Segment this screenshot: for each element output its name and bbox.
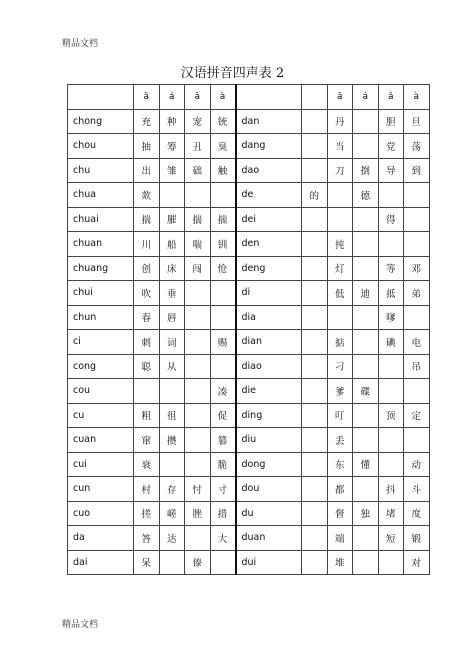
character-cell	[353, 109, 379, 134]
character-cell: 喘	[185, 232, 211, 257]
character-cell: 嗲	[378, 305, 404, 330]
character-cell: 垂	[159, 281, 185, 306]
character-cell: 迪	[353, 281, 379, 306]
character-cell: 赐	[210, 330, 236, 355]
pinyin-syllable-cell: cuo	[68, 501, 134, 526]
character-cell	[378, 452, 404, 477]
character-cell: 得	[378, 207, 404, 232]
character-cell: 措	[210, 501, 236, 526]
document-title: 汉语拼音四声表 2	[180, 66, 285, 81]
tone-header-cell: á	[159, 85, 185, 110]
character-cell	[404, 232, 430, 257]
character-cell: 铳	[210, 109, 236, 134]
pinyin-syllable-cell: dao	[236, 158, 302, 183]
character-cell: 呆	[134, 550, 160, 575]
character-cell: 督	[327, 501, 353, 526]
character-cell	[302, 207, 328, 232]
pinyin-syllable-cell: cong	[68, 354, 134, 379]
character-cell	[378, 379, 404, 404]
character-cell	[210, 183, 236, 208]
character-cell: 短	[378, 526, 404, 551]
character-cell: 到	[404, 158, 430, 183]
character-cell: 旦	[404, 109, 430, 134]
tone-header-cell: ǎ	[378, 85, 404, 110]
character-cell: 丢	[327, 428, 353, 453]
character-cell	[404, 207, 430, 232]
character-cell: 从	[159, 354, 185, 379]
character-cell: 础	[185, 158, 211, 183]
character-cell	[302, 550, 328, 575]
character-cell: 碘	[378, 330, 404, 355]
character-cell: 弟	[404, 281, 430, 306]
character-cell	[302, 330, 328, 355]
character-cell: 吹	[134, 281, 160, 306]
character-cell: 锻	[404, 526, 430, 551]
pinyin-syllable-cell: da	[68, 526, 134, 551]
character-cell: 篡	[210, 428, 236, 453]
character-cell	[353, 354, 379, 379]
character-cell	[210, 305, 236, 330]
pinyin-syllable-cell: di	[236, 281, 302, 306]
character-cell: 攒	[159, 428, 185, 453]
character-cell	[185, 305, 211, 330]
character-cell: 衰	[134, 452, 160, 477]
character-cell: 吊	[404, 354, 430, 379]
character-cell: 臭	[210, 134, 236, 159]
character-cell	[302, 354, 328, 379]
pinyin-tone-table	[67, 84, 430, 575]
pinyin-syllable-cell: den	[236, 232, 302, 257]
character-cell: 的	[302, 183, 328, 208]
character-cell	[185, 403, 211, 428]
pinyin-syllable-cell: chun	[68, 305, 134, 330]
character-cell	[353, 477, 379, 502]
pinyin-syllable-cell: diao	[236, 354, 302, 379]
character-cell: 词	[159, 330, 185, 355]
character-cell: 川	[134, 232, 160, 257]
tone-header-cell: ā	[134, 85, 160, 110]
pinyin-syllable-cell: chong	[68, 109, 134, 134]
pinyin-syllable-cell: cu	[68, 403, 134, 428]
table-row	[68, 477, 430, 502]
character-cell	[302, 477, 328, 502]
character-cell	[404, 305, 430, 330]
tone-header-cell: ǎ	[185, 85, 211, 110]
character-cell	[327, 183, 353, 208]
pinyin-syllable-cell: chuang	[68, 256, 134, 281]
pinyin-syllable-cell: cui	[68, 452, 134, 477]
header-empty-cell	[236, 85, 302, 110]
tone-header-cell: ā	[327, 85, 353, 110]
character-cell	[327, 305, 353, 330]
table-row	[68, 134, 430, 159]
table-row	[68, 501, 430, 526]
table-row	[68, 403, 430, 428]
pinyin-syllable-cell: chuan	[68, 232, 134, 257]
character-cell	[210, 354, 236, 379]
character-cell	[353, 256, 379, 281]
table-row	[68, 550, 430, 575]
character-cell: 灯	[327, 256, 353, 281]
character-cell: 刀	[327, 158, 353, 183]
character-cell	[185, 526, 211, 551]
character-cell: 出	[134, 158, 160, 183]
page-footer-tag: 精品文档	[62, 620, 99, 630]
table-row	[68, 379, 430, 404]
character-cell: 爹	[327, 379, 353, 404]
table-row	[68, 452, 430, 477]
character-cell: 粗	[134, 403, 160, 428]
character-cell: 顶	[378, 403, 404, 428]
character-cell	[210, 281, 236, 306]
character-cell	[302, 232, 328, 257]
page-header-tag: 精品文档	[62, 39, 99, 49]
character-cell: 堆	[327, 550, 353, 575]
character-cell: 扽	[327, 232, 353, 257]
pinyin-syllable-cell: chua	[68, 183, 134, 208]
table-row	[68, 354, 430, 379]
character-cell	[404, 428, 430, 453]
character-cell: 叮	[327, 403, 353, 428]
character-cell: 傣	[185, 550, 211, 575]
pinyin-syllable-cell: dou	[236, 477, 302, 502]
character-cell	[185, 452, 211, 477]
character-cell: 抖	[378, 477, 404, 502]
pinyin-syllable-cell: dan	[236, 109, 302, 134]
character-cell: 荡	[404, 134, 430, 159]
character-cell: 筹	[159, 134, 185, 159]
character-cell	[159, 183, 185, 208]
pinyin-syllable-cell: dui	[236, 550, 302, 575]
character-cell: 促	[210, 403, 236, 428]
pinyin-syllable-cell: chui	[68, 281, 134, 306]
tone-header-row	[68, 85, 430, 110]
character-cell: 闯	[185, 256, 211, 281]
character-cell: 船	[159, 232, 185, 257]
character-cell	[378, 428, 404, 453]
character-cell: 充	[134, 109, 160, 134]
character-cell	[353, 403, 379, 428]
character-cell	[378, 183, 404, 208]
character-cell: 堵	[378, 501, 404, 526]
character-cell: 创	[134, 256, 160, 281]
character-cell	[210, 550, 236, 575]
character-cell	[353, 232, 379, 257]
table-row	[68, 428, 430, 453]
pinyin-syllable-cell: du	[236, 501, 302, 526]
character-cell: 捯	[353, 158, 379, 183]
pinyin-syllable-cell: duan	[236, 526, 302, 551]
character-cell: 床	[159, 256, 185, 281]
character-cell: 邓	[404, 256, 430, 281]
character-cell: 度	[404, 501, 430, 526]
pinyin-syllable-cell: chou	[68, 134, 134, 159]
pinyin-syllable-cell: die	[236, 379, 302, 404]
character-cell: 聪	[134, 354, 160, 379]
table-row	[68, 256, 430, 281]
header-empty-cell	[68, 85, 134, 110]
character-cell	[302, 428, 328, 453]
character-cell	[404, 183, 430, 208]
character-cell: 寸	[210, 477, 236, 502]
character-cell: 种	[159, 109, 185, 134]
pinyin-syllable-cell: chuai	[68, 207, 134, 232]
character-cell: 低	[327, 281, 353, 306]
character-cell	[353, 134, 379, 159]
pinyin-syllable-cell: ci	[68, 330, 134, 355]
table-row	[68, 281, 430, 306]
pinyin-syllable-cell: dang	[236, 134, 302, 159]
character-cell: 大	[210, 526, 236, 551]
character-cell	[353, 330, 379, 355]
character-cell: 刁	[327, 354, 353, 379]
character-cell: 凑	[210, 379, 236, 404]
pinyin-syllable-cell: chu	[68, 158, 134, 183]
character-cell	[159, 550, 185, 575]
tone-header-cell: á	[353, 85, 379, 110]
character-cell: 电	[404, 330, 430, 355]
character-cell: 徂	[159, 403, 185, 428]
table-row	[68, 526, 430, 551]
table-row	[68, 109, 430, 134]
character-cell	[185, 330, 211, 355]
pinyin-syllable-cell: deng	[236, 256, 302, 281]
character-cell: 掂	[327, 330, 353, 355]
character-cell	[185, 183, 211, 208]
character-cell	[378, 550, 404, 575]
character-cell: 导	[378, 158, 404, 183]
character-cell	[185, 379, 211, 404]
character-cell: 怆	[210, 256, 236, 281]
character-cell	[302, 403, 328, 428]
character-cell: 独	[353, 501, 379, 526]
character-cell	[353, 305, 379, 330]
table-row	[68, 183, 430, 208]
character-cell: 春	[134, 305, 160, 330]
character-cell: 欻	[134, 183, 160, 208]
character-cell: 斗	[404, 477, 430, 502]
character-cell: 德	[353, 183, 379, 208]
character-cell: 揣	[134, 207, 160, 232]
character-cell: 搓	[134, 501, 160, 526]
character-cell: 东	[327, 452, 353, 477]
character-cell: 脞	[185, 501, 211, 526]
character-cell: 端	[327, 526, 353, 551]
character-cell	[353, 207, 379, 232]
character-cell	[353, 526, 379, 551]
character-cell: 存	[159, 477, 185, 502]
tone-header-cell: à	[404, 85, 430, 110]
character-cell: 揣	[210, 207, 236, 232]
character-cell	[404, 379, 430, 404]
table-row	[68, 330, 430, 355]
character-cell: 嵯	[159, 501, 185, 526]
character-cell: 膗	[159, 207, 185, 232]
pinyin-syllable-cell: diu	[236, 428, 302, 453]
character-cell	[302, 501, 328, 526]
character-cell: 刺	[134, 330, 160, 355]
character-cell: 党	[378, 134, 404, 159]
character-cell: 钏	[210, 232, 236, 257]
character-cell	[353, 550, 379, 575]
pinyin-syllable-cell: de	[236, 183, 302, 208]
character-cell: 抵	[378, 281, 404, 306]
pinyin-syllable-cell: cuan	[68, 428, 134, 453]
character-cell	[302, 134, 328, 159]
character-cell: 当	[327, 134, 353, 159]
pinyin-syllable-cell: dei	[236, 207, 302, 232]
character-cell: 碟	[353, 379, 379, 404]
character-cell	[302, 158, 328, 183]
character-cell	[302, 379, 328, 404]
character-cell: 丑	[185, 134, 211, 159]
pinyin-syllable-cell: dong	[236, 452, 302, 477]
character-cell: 抽	[134, 134, 160, 159]
character-cell: 达	[159, 526, 185, 551]
character-cell: 动	[404, 452, 430, 477]
pinyin-syllable-cell: dian	[236, 330, 302, 355]
character-cell	[302, 452, 328, 477]
table-row	[68, 232, 430, 257]
character-cell	[185, 354, 211, 379]
character-cell	[185, 281, 211, 306]
tone-header-cell: à	[210, 85, 236, 110]
pinyin-syllable-cell: cou	[68, 379, 134, 404]
character-cell	[302, 256, 328, 281]
character-cell: 脆	[210, 452, 236, 477]
pinyin-syllable-cell: dia	[236, 305, 302, 330]
character-cell: 忖	[185, 477, 211, 502]
pinyin-syllable-cell: cun	[68, 477, 134, 502]
character-cell: 触	[210, 158, 236, 183]
character-cell	[134, 379, 160, 404]
character-cell: 村	[134, 477, 160, 502]
character-cell	[378, 354, 404, 379]
character-cell: 丹	[327, 109, 353, 134]
character-cell: 定	[404, 403, 430, 428]
character-cell: 揣	[185, 207, 211, 232]
character-cell	[378, 232, 404, 257]
table-row	[68, 207, 430, 232]
character-cell: 雏	[159, 158, 185, 183]
pinyin-syllable-cell: dai	[68, 550, 134, 575]
pinyin-syllable-cell: ding	[236, 403, 302, 428]
character-cell: 答	[134, 526, 160, 551]
character-cell	[302, 305, 328, 330]
character-cell	[327, 207, 353, 232]
character-cell: 懂	[353, 452, 379, 477]
character-cell	[302, 109, 328, 134]
table-row	[68, 158, 430, 183]
character-cell	[159, 379, 185, 404]
character-cell: 等	[378, 256, 404, 281]
character-cell: 胆	[378, 109, 404, 134]
character-cell	[353, 428, 379, 453]
character-cell	[302, 526, 328, 551]
character-cell: 宠	[185, 109, 211, 134]
header-empty-cell	[302, 85, 328, 110]
character-cell	[302, 281, 328, 306]
character-cell: 对	[404, 550, 430, 575]
character-cell	[159, 452, 185, 477]
character-cell: 唇	[159, 305, 185, 330]
character-cell: 窜	[134, 428, 160, 453]
table-row	[68, 305, 430, 330]
character-cell: 都	[327, 477, 353, 502]
character-cell	[185, 428, 211, 453]
